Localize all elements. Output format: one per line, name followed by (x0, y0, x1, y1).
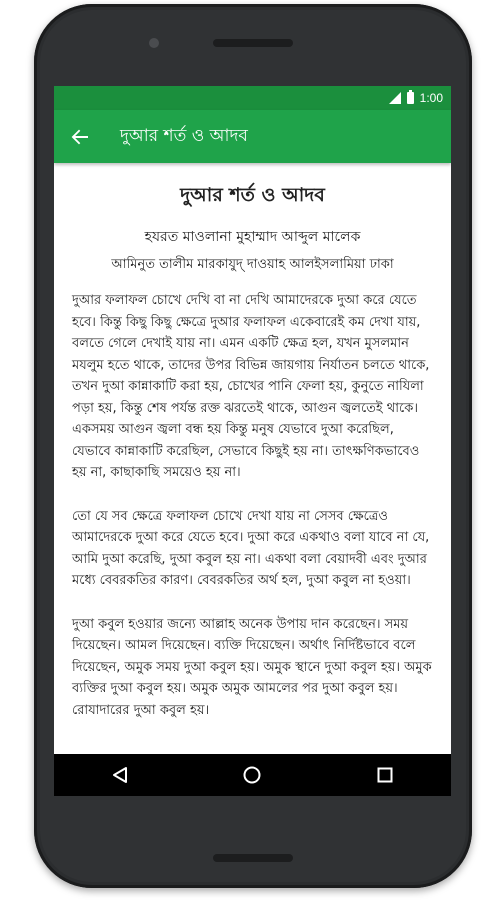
status-time: 1:00 (419, 91, 443, 105)
signal-icon (389, 92, 401, 104)
article-paragraph: দুআ কবুল হওয়ার জন্যে আল্লাহ অনেক উপায় দান করেছেন। সময় দিয়েছেন। আমল দিয়েছেন। ব্যক্তি দিয়েছেন। অর্থাৎ নির্দিষ্টভাবে বলে দিয়েছেন, অমুক সময় দুআ কবুল হয়। অমুক স্থানে দুআ কবুল হয়। অমুক ব্যক্তির দুআ কবুল হয়। অমুক অমুক আমলের পর দুআ কবুল হয়। রোযাদারের দুআ কবুল হয়। (72, 616, 432, 718)
back-arrow-icon[interactable] (68, 125, 92, 149)
status-bar (54, 86, 451, 110)
toolbar-title: দুআর শর্ত ও আদব (120, 125, 248, 146)
article-affiliation: আমিনুত তালীম মারকাযুদ্ দাওয়াহ আলইসলামিয়া ঢাকা (111, 257, 394, 272)
nav-home-icon[interactable] (232, 760, 272, 790)
article-paragraph: তো যে সব ক্ষেত্রে ফলাফল চোখে দেখা যায় না সেসব ক্ষেত্রেও আমাদেরকে দুআ করে যেতে হবে। দুআ করে একথাও বলা যাবে না যে, আমি দুআ করেছি, দুআ কবুল হয় না। একথা বলা বেয়াদবী এবং দুআর মধ্যে বেবরকতির কারণ। বেবরকতির অর্থ হল, দুআ কবুল না হওয়া। (72, 508, 430, 588)
article-paragraph: দুআর ফলাফল চোখে দেখি বা না দেখি আমাদেরকে দুআ করে যেতে হবে। কিন্তু কিছু কিছু ক্ষেত্রে দুআর ফলাফল একেবারেই কম দেখা যায়, বলতে গেলে দেখাই যায় না। এমন একটি ক্ষেত্র হল, যখন মুসলমান মযলুম হতে থাকে, তাদের উপর বিভিন্ন জায়গায় নির্যাতন চলতে থাকে, তখন দুআ কান্নাকাটি করা হয়, চোখের পানি ফেলা হয়, কুনুতে নাযিলা পড়া হয়, কিন্তু শেষ পর্যন্ত রক্ত ঝরতেই থাকে, আগুন জ্বলতেই থাকে। একসময় আগুন জ্বলা বন্ধ হয় কিন্তু মনুষ যেভাবে দুআ করেছিল, যেভাবে কান্নাকাটি করেছিল, সেভাবে কিছুই হয় না। তাৎক্ষণিকভাবেও হয় না, কাছাকাছি সময়েও হয় না। (72, 293, 430, 480)
system-nav-bar (54, 754, 451, 796)
app-toolbar (54, 110, 451, 163)
earpiece-speaker (213, 39, 293, 47)
bottom-speaker (213, 854, 293, 862)
battery-icon (407, 92, 414, 104)
nav-back-icon[interactable] (100, 760, 140, 790)
article-title: দুআর শর্ত ও আদব (180, 184, 325, 206)
article-content[interactable] (54, 163, 451, 754)
front-camera (149, 38, 159, 48)
phone-frame (34, 4, 472, 888)
nav-recents-icon[interactable] (365, 760, 405, 790)
article-author: হযরত মাওলানা মুহাম্মাদ আব্দুল মালেক (144, 229, 361, 245)
screen (54, 86, 451, 796)
